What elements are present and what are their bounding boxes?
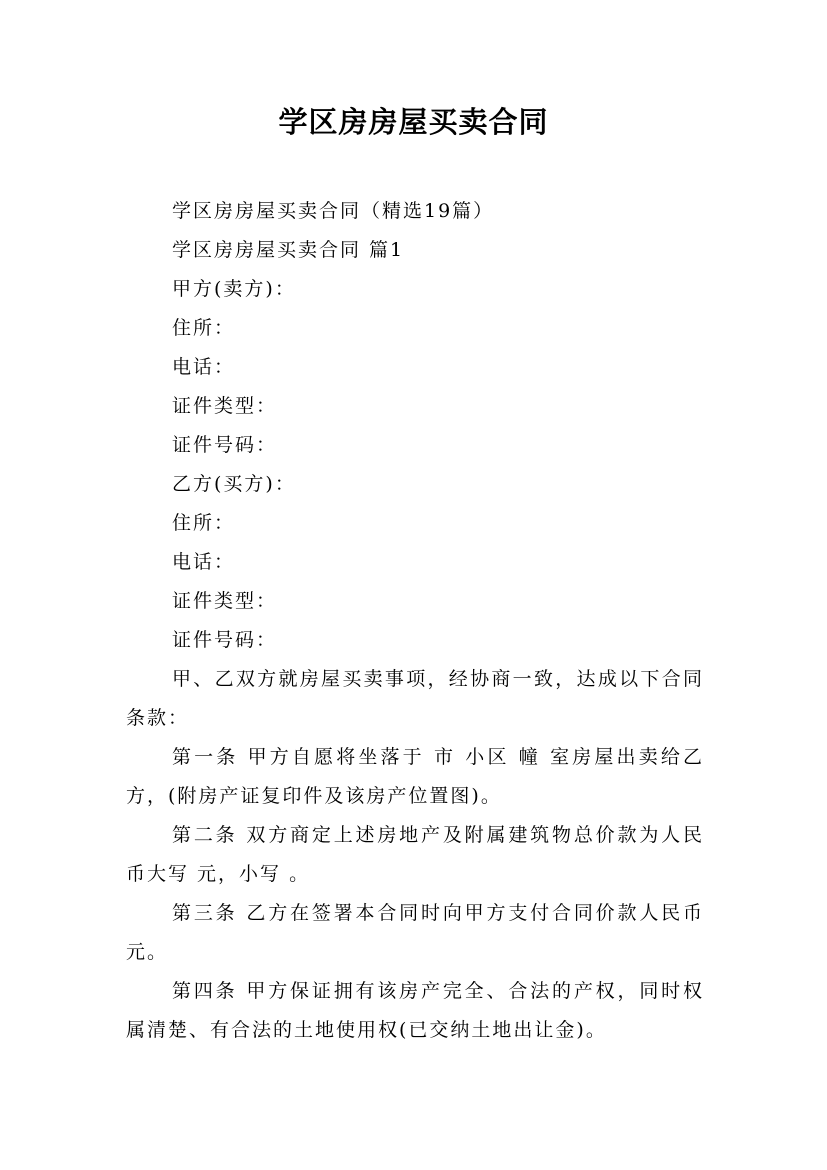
party-a-label: 甲方(卖方)： bbox=[172, 278, 296, 300]
section-heading: 学区房房屋买卖合同 篇1 bbox=[172, 239, 405, 261]
intro-paragraph: 甲、乙双方就房屋买卖事项，经协商一致，达成以下合同条款： bbox=[126, 668, 704, 729]
party-a-address: 住所： bbox=[172, 317, 236, 339]
party-b-id-number: 证件号码： bbox=[172, 629, 278, 651]
article-3-paragraph: 第三条 乙方在签署本合同时向甲方支付合同价款人民币 元。 bbox=[126, 902, 704, 963]
article-2-paragraph: 第二条 双方商定上述房地产及附属建筑物总价款为人民币大写 元，小写 。 bbox=[126, 824, 704, 885]
party-b-id-type: 证件类型： bbox=[172, 590, 278, 612]
party-a-id-type: 证件类型： bbox=[172, 395, 278, 417]
party-a-id-number: 证件号码： bbox=[172, 434, 278, 456]
subtitle-line: 学区房房屋买卖合同（精选19篇） bbox=[172, 200, 495, 222]
party-b-address: 住所： bbox=[172, 512, 236, 534]
document-body bbox=[126, 192, 704, 1050]
party-a-phone: 电话： bbox=[172, 356, 236, 378]
document-title: 学区房房屋买卖合同 bbox=[278, 105, 549, 139]
article-1-paragraph: 第一条 甲方自愿将坐落于 市 小区 幢 室房屋出卖给乙方，(附房产证复印件及该房产位置图)。 bbox=[126, 746, 704, 807]
party-b-label: 乙方(买方)： bbox=[172, 473, 296, 495]
party-b-phone: 电话： bbox=[172, 551, 236, 573]
article-4-paragraph: 第四条 甲方保证拥有该房产完全、合法的产权，同时权属清楚、有合法的土地使用权(已交纳土地出让金)。 bbox=[126, 980, 704, 1041]
